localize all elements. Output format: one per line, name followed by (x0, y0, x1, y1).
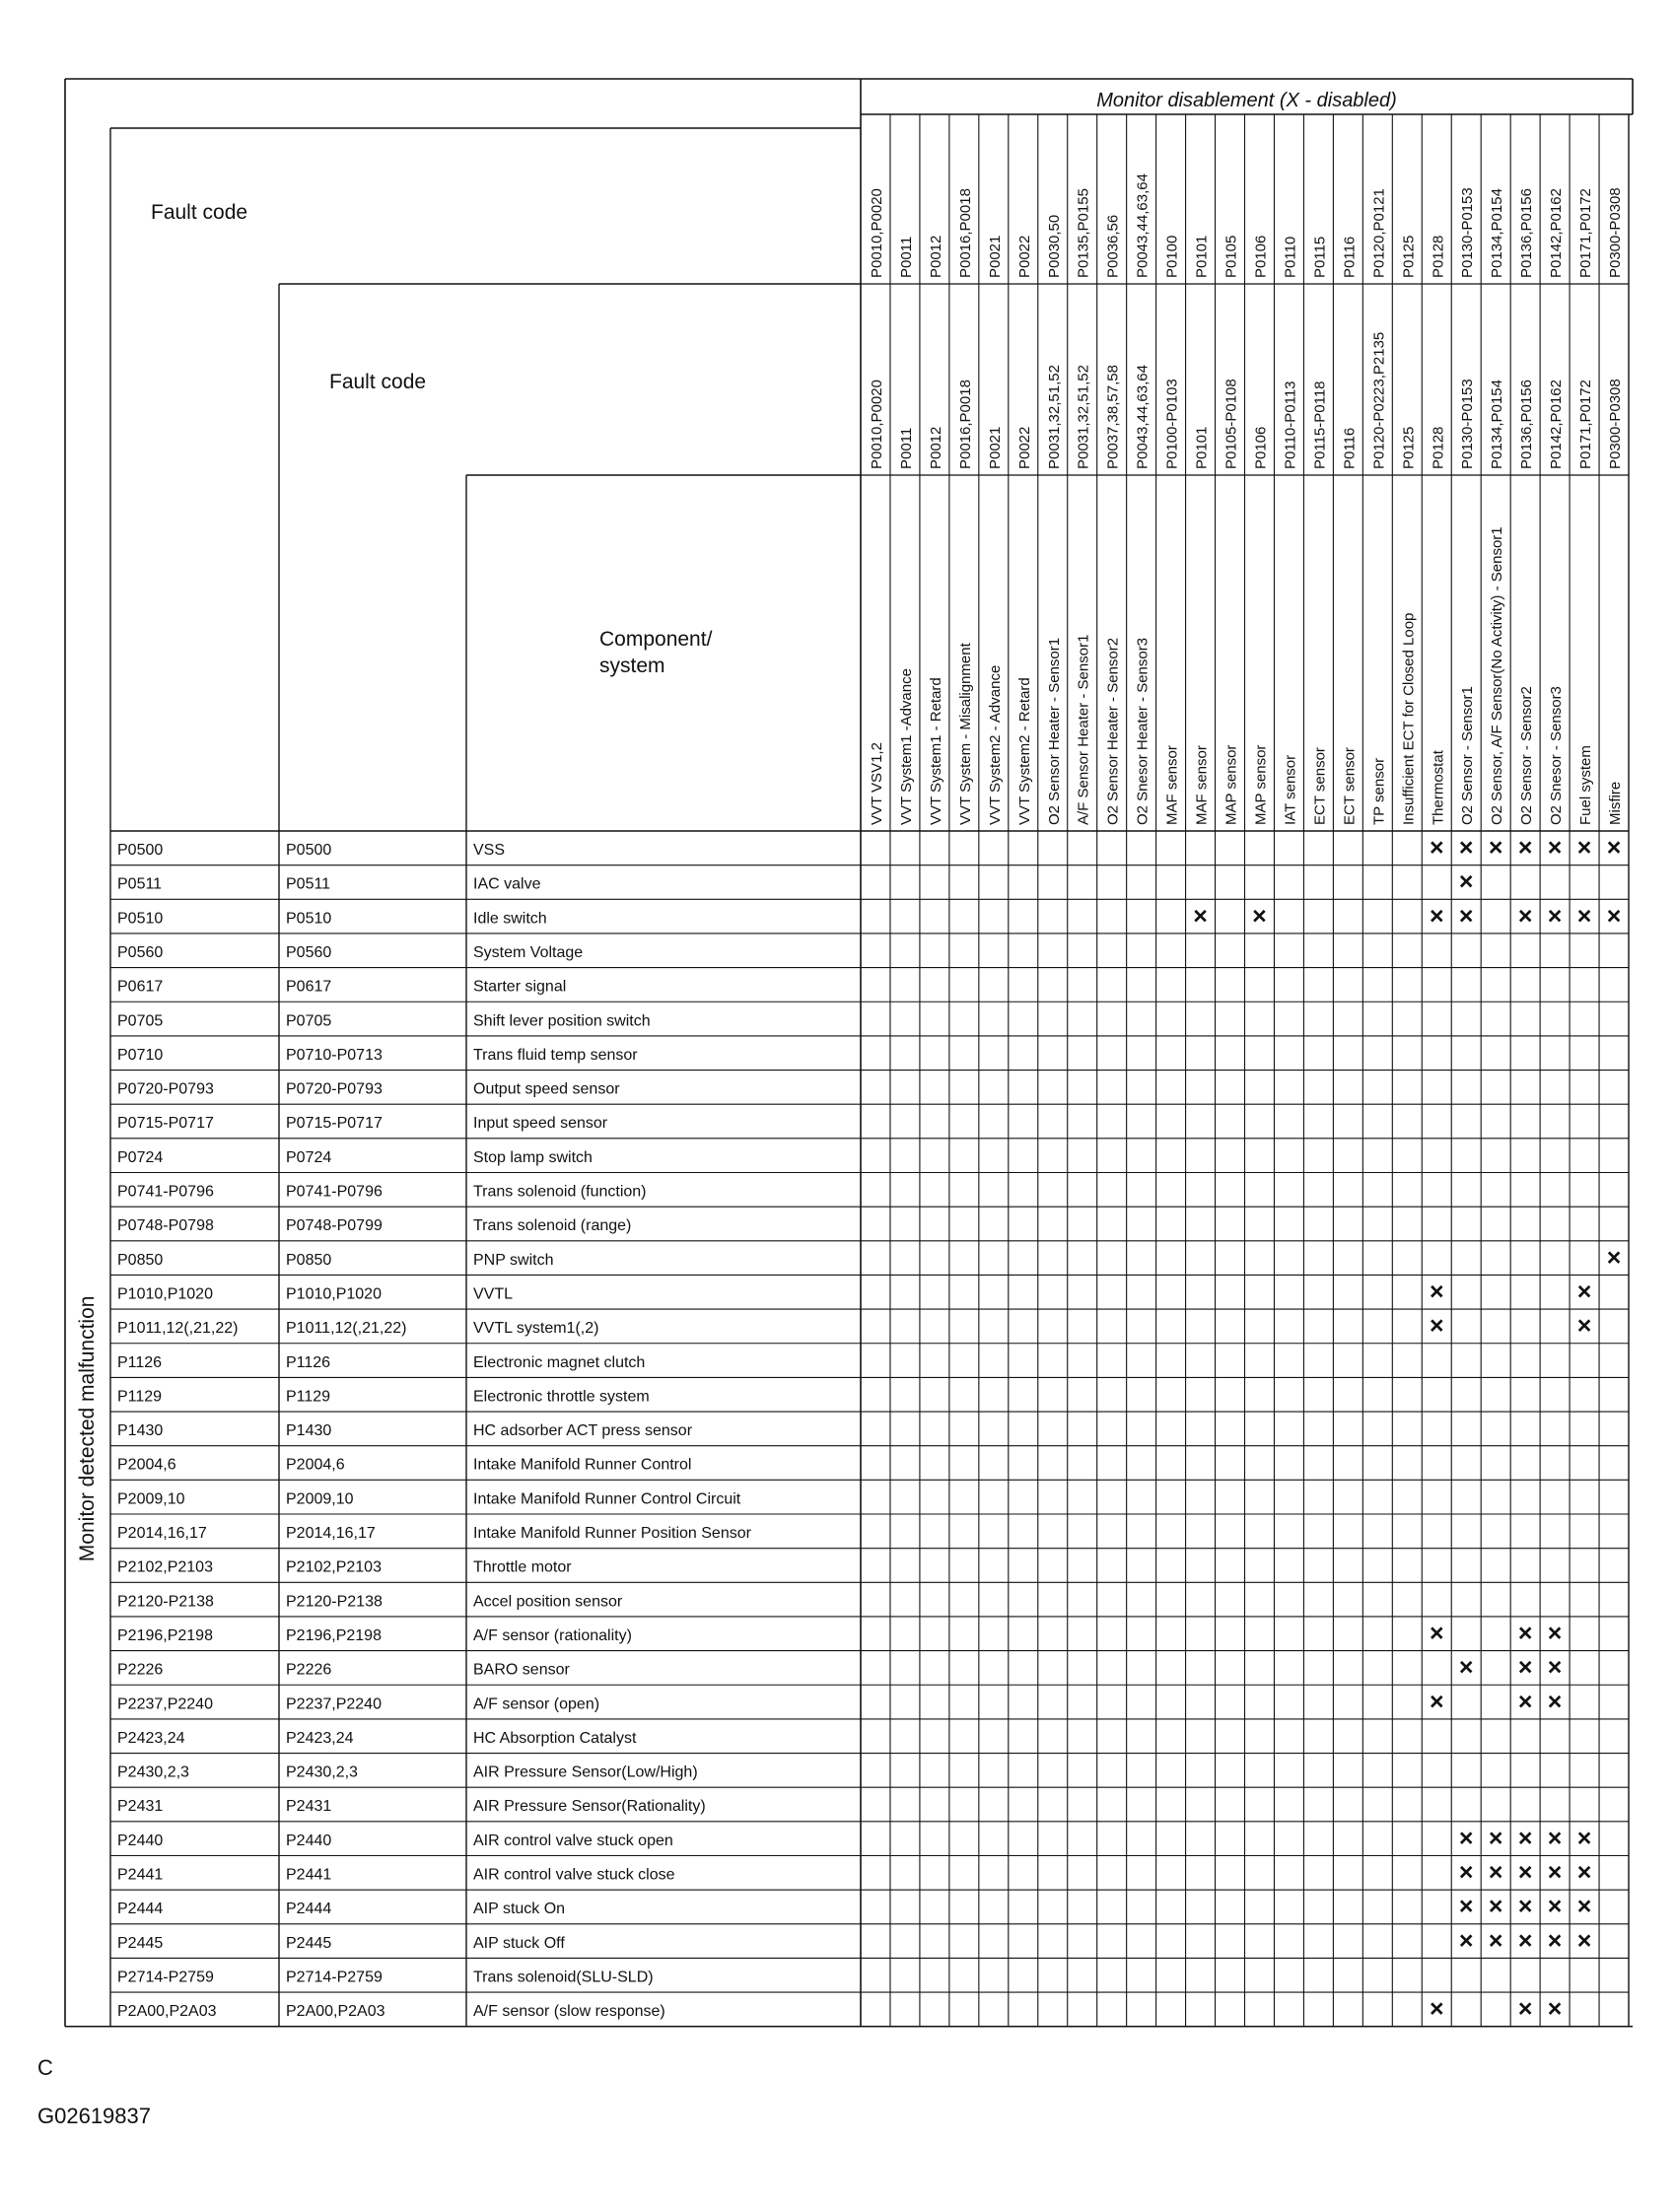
row-component: A/F sensor (slow response) (473, 2003, 665, 2021)
column-code-1: P0116 (1341, 236, 1359, 278)
row-component: VVTL system1(,2) (473, 1320, 599, 1338)
disabled-mark: × (1429, 902, 1444, 931)
disabled-mark: × (1517, 1688, 1533, 1716)
column-code-1: P0022 (1015, 235, 1033, 278)
disabled-mark: × (1458, 867, 1474, 896)
row-code-2: P2714-P2759 (286, 1969, 383, 1986)
row-code-1: P0617 (117, 978, 164, 996)
column-component: Thermostat (1430, 750, 1447, 825)
row-code-1: P2431 (117, 1798, 164, 1816)
row-component: Intake Manifold Runner Control Circuit (473, 1490, 741, 1508)
disabled-mark: × (1576, 1926, 1592, 1955)
row-component: Trans solenoid (range) (473, 1217, 632, 1235)
row-component: Electronic throttle system (473, 1388, 650, 1406)
row-code-2: P0850 (286, 1251, 332, 1269)
row-code-1: P0560 (117, 943, 164, 961)
row-component: VVTL (473, 1285, 514, 1303)
column-component: O2 Sensor, A/F Sensor(No Activity) - Sensor1 (1489, 526, 1506, 825)
column-code-2: P0115-P0118 (1311, 380, 1329, 469)
row-component: Output speed sensor (473, 1080, 620, 1098)
fault-code-label-2: Fault code (329, 371, 427, 393)
column-code-2: P0171,P0172 (1577, 380, 1595, 469)
disabled-mark: × (1547, 834, 1563, 862)
row-code-1: P2009,10 (117, 1490, 185, 1508)
column-code-1: P0101 (1193, 235, 1211, 278)
disabled-mark: × (1458, 1893, 1474, 1921)
column-code-2: P0010,P0020 (868, 380, 885, 469)
row-component: Trans fluid temp sensor (473, 1046, 638, 1064)
row-component: A/F sensor (rationality) (473, 1626, 632, 1644)
disabled-mark: × (1488, 834, 1503, 862)
row-code-2: P2444 (286, 1901, 332, 1918)
row-code-2: P2014,16,17 (286, 1525, 376, 1542)
column-code-1: P0030,50 (1045, 214, 1063, 278)
row-component: AIR control valve stuck close (473, 1866, 675, 1884)
column-code-1: P0100 (1163, 235, 1181, 278)
disabled-mark: × (1547, 1858, 1563, 1887)
row-code-2: P0748-P0799 (286, 1217, 383, 1235)
row-code-1: P2440 (117, 1832, 164, 1849)
column-code-1: P0128 (1430, 235, 1447, 278)
column-code-2: P0021 (986, 426, 1004, 469)
disabled-mark: × (1517, 834, 1533, 862)
column-code-2: P0110-P0113 (1282, 380, 1299, 469)
row-component: System Voltage (473, 943, 584, 961)
column-code-2: P0120-P0223,P2135 (1370, 331, 1388, 469)
row-code-1: P1011,12(,21,22) (117, 1320, 239, 1338)
row-code-2: P0500 (286, 842, 332, 859)
column-code-2: P0106 (1252, 426, 1270, 469)
disabled-mark: × (1193, 902, 1208, 931)
row-code-2: P0720-P0793 (286, 1080, 383, 1098)
column-component: A/F Sensor Heater - Sensor1 (1075, 634, 1092, 825)
column-component: Insufficient ECT for Closed Loop (1400, 612, 1418, 825)
disabled-mark: × (1517, 1824, 1533, 1852)
disabled-mark: × (1547, 1893, 1563, 1921)
row-code-1: P2004,6 (117, 1456, 176, 1474)
row-code-1: P0748-P0798 (117, 1217, 214, 1235)
column-code-2: P0031,32,51,52 (1075, 365, 1092, 469)
row-code-1: P2714-P2759 (117, 1969, 214, 1986)
row-code-1: P2A00,P2A03 (117, 2003, 217, 2021)
row-code-1: P0724 (117, 1148, 164, 1166)
column-code-2: P0016,P0018 (956, 380, 974, 469)
row-code-2: P0715-P0717 (286, 1115, 383, 1133)
disabled-mark: × (1517, 1926, 1533, 1955)
row-code-2: P2445 (286, 1934, 332, 1952)
disabled-mark: × (1517, 1653, 1533, 1682)
column-component: O2 Sensor - Sensor1 (1459, 686, 1477, 825)
row-component: AIP stuck Off (473, 1934, 565, 1952)
disabled-mark: × (1458, 1858, 1474, 1887)
row-code-2: P2226 (286, 1661, 332, 1679)
column-component: ECT sensor (1341, 747, 1359, 825)
row-code-1: P1430 (117, 1422, 164, 1440)
column-code-1: P0171,P0172 (1577, 188, 1595, 278)
disabled-mark: × (1488, 1858, 1503, 1887)
row-code-1: P0715-P0717 (117, 1115, 214, 1133)
disabled-mark: × (1429, 1312, 1444, 1341)
disabled-mark: × (1576, 1824, 1592, 1852)
row-code-2: P1010,P1020 (286, 1285, 382, 1303)
column-code-1: P0115 (1311, 236, 1329, 278)
row-code-2: P1430 (286, 1422, 332, 1440)
disabled-mark: × (1606, 1243, 1622, 1272)
column-component: MAP sensor (1222, 744, 1240, 825)
column-code-1: P0134,P0154 (1489, 188, 1506, 278)
column-code-2: P0100-P0103 (1163, 379, 1181, 469)
column-code-1: P0016,P0018 (956, 188, 974, 278)
row-code-1: P0741-P0796 (117, 1183, 214, 1201)
disabled-mark: × (1252, 902, 1267, 931)
column-code-1: P0110 (1282, 236, 1299, 278)
row-code-1: P1129 (117, 1388, 163, 1406)
row-code-2: P0710-P0713 (286, 1046, 383, 1064)
disabled-mark: × (1517, 1893, 1533, 1921)
disabled-mark: × (1517, 902, 1533, 931)
disabled-mark: × (1458, 834, 1474, 862)
footer-letter: C (37, 2055, 53, 2080)
row-component: Intake Manifold Runner Position Sensor (473, 1525, 751, 1542)
row-code-1: P0500 (117, 842, 164, 859)
column-component: VVT System2 - Retard (1015, 677, 1033, 825)
row-component: Intake Manifold Runner Control (473, 1456, 692, 1474)
row-component: Electronic magnet clutch (473, 1353, 646, 1371)
row-code-2: P0511 (286, 875, 331, 893)
disabled-mark: × (1576, 834, 1592, 862)
column-code-2: P0011 (897, 427, 915, 469)
row-component: Trans solenoid(SLU-SLD) (473, 1969, 654, 1986)
disabled-mark: × (1429, 834, 1444, 862)
column-component: O2 Snesor Heater - Sensor3 (1134, 637, 1152, 825)
row-code-1: P0710 (117, 1046, 164, 1064)
column-component: O2 Sensor Heater - Sensor2 (1104, 637, 1122, 825)
row-code-2: P0510 (286, 910, 332, 928)
column-code-1: P0010,P0020 (868, 188, 885, 278)
column-code-2: P0134,P0154 (1489, 380, 1506, 469)
column-component: O2 Snesor - Sensor3 (1548, 686, 1566, 825)
row-code-2: P2120-P2138 (286, 1593, 383, 1611)
fault-code-label-1: Fault code (151, 201, 248, 224)
column-code-1: P0105 (1222, 235, 1240, 278)
row-component: Input speed sensor (473, 1115, 608, 1133)
disabled-mark: × (1547, 1619, 1563, 1647)
column-code-1: P0135,P0155 (1075, 188, 1092, 278)
row-code-1: P2441 (117, 1866, 164, 1884)
disabled-mark: × (1488, 1893, 1503, 1921)
disabled-mark: × (1458, 1824, 1474, 1852)
column-component: VVT VSV1,2 (868, 742, 885, 825)
row-code-2: P2423,24 (286, 1729, 354, 1747)
row-code-2: P0724 (286, 1148, 332, 1166)
row-code-2: P2441 (286, 1866, 332, 1884)
row-code-1: P2196,P2198 (117, 1626, 213, 1644)
column-code-2: P0130-P0153 (1459, 379, 1477, 469)
disabled-mark: × (1458, 1653, 1474, 1682)
column-code-2: P0116 (1341, 427, 1359, 469)
column-code-2: P0101 (1193, 426, 1211, 469)
column-component: Misfire (1607, 781, 1625, 825)
column-component: IAT sensor (1282, 754, 1299, 825)
column-component: O2 Sensor Heater - Sensor1 (1045, 637, 1063, 825)
disabled-mark: × (1517, 1995, 1533, 2024)
row-code-1: P0510 (117, 910, 164, 928)
disabled-mark: × (1547, 1824, 1563, 1852)
row-code-1: P2237,P2240 (117, 1695, 213, 1713)
column-code-1: P0130-P0153 (1459, 187, 1477, 278)
column-code-1: P0125 (1400, 235, 1418, 278)
row-code-2: P0705 (286, 1012, 332, 1030)
row-code-1: P1010,P1020 (117, 1285, 213, 1303)
column-code-2: P0125 (1400, 426, 1418, 469)
disabled-mark: × (1517, 1858, 1533, 1887)
column-component: VVT System2 - Advance (986, 664, 1004, 825)
row-code-1: P2444 (117, 1901, 164, 1918)
disabled-mark: × (1429, 1995, 1444, 2024)
component-label: system (599, 655, 665, 677)
column-component: MAF sensor (1163, 745, 1181, 825)
row-component: A/F sensor (open) (473, 1695, 600, 1713)
row-code-2: P0741-P0796 (286, 1183, 383, 1201)
row-component: Trans solenoid (function) (473, 1183, 647, 1201)
column-component: MAP sensor (1252, 744, 1270, 825)
column-component: TP sensor (1370, 757, 1388, 825)
row-code-1: P2120-P2138 (117, 1593, 214, 1611)
disabled-mark: × (1547, 1926, 1563, 1955)
row-component: Accel position sensor (473, 1593, 623, 1611)
disabled-mark: × (1547, 1653, 1563, 1682)
row-code-1: P0720-P0793 (117, 1080, 214, 1098)
column-code-1: P0011 (897, 236, 915, 278)
row-code-1: P1126 (117, 1353, 163, 1371)
column-component: O2 Sensor - Sensor2 (1518, 686, 1536, 825)
row-component: BARO sensor (473, 1661, 570, 1679)
column-code-2: P0300-P0308 (1607, 379, 1625, 469)
column-component: ECT sensor (1311, 747, 1329, 825)
disabled-mark: × (1606, 834, 1622, 862)
component-label: Component/ (599, 628, 713, 651)
row-component: AIR Pressure Sensor(Rationality) (473, 1798, 706, 1816)
column-code-2: P0136,P0156 (1518, 380, 1536, 469)
row-component: IAC valve (473, 875, 541, 893)
column-code-1: P0136,P0156 (1518, 188, 1536, 278)
column-code-2: P0012 (927, 426, 944, 469)
footer-id: G02619837 (37, 2104, 151, 2128)
row-component: Stop lamp switch (473, 1148, 593, 1166)
column-code-1: P0021 (986, 235, 1004, 278)
row-component: Starter signal (473, 978, 567, 996)
row-component: AIR Pressure Sensor(Low/High) (473, 1763, 698, 1781)
disabled-mark: × (1458, 902, 1474, 931)
row-component: VSS (473, 842, 506, 859)
column-component: VVT System1 - Retard (927, 677, 944, 825)
row-code-2: P2196,P2198 (286, 1626, 382, 1644)
row-component: AIP stuck On (473, 1901, 566, 1918)
column-code-1: P0012 (927, 235, 944, 278)
disabled-mark: × (1458, 1926, 1474, 1955)
row-code-2: P0617 (286, 978, 332, 996)
disabled-mark: × (1576, 902, 1592, 931)
column-code-2: P0142,P0162 (1548, 380, 1566, 469)
side-label: Monitor detected malfunction (76, 1295, 99, 1562)
disabled-mark: × (1576, 1278, 1592, 1306)
row-code-2: P1129 (286, 1388, 331, 1406)
row-component: Throttle motor (473, 1558, 572, 1576)
disabled-mark: × (1576, 1312, 1592, 1341)
column-code-2: P0043,44,63,64 (1134, 365, 1152, 469)
column-code-1: P0120,P0121 (1370, 188, 1388, 278)
disabled-mark: × (1547, 902, 1563, 931)
row-code-2: P2237,P2240 (286, 1695, 382, 1713)
column-code-2: P0031,32,51,52 (1045, 365, 1063, 469)
disabled-mark: × (1488, 1926, 1503, 1955)
column-code-1: P0043,44,63,64 (1134, 173, 1152, 278)
row-code-2: P2440 (286, 1832, 332, 1849)
disabled-mark: × (1429, 1688, 1444, 1716)
row-component: Shift lever position switch (473, 1012, 651, 1030)
column-code-2: P0105-P0108 (1222, 379, 1240, 469)
row-component: PNP switch (473, 1251, 554, 1269)
row-code-1: P0705 (117, 1012, 164, 1030)
row-code-2: P2431 (286, 1798, 332, 1816)
row-component: HC adsorber ACT press sensor (473, 1422, 693, 1440)
column-code-1: P0300-P0308 (1607, 187, 1625, 278)
row-code-1: P2423,24 (117, 1729, 185, 1747)
row-code-2: P2A00,P2A03 (286, 2003, 385, 2021)
disabled-mark: × (1429, 1278, 1444, 1306)
row-code-2: P2430,2,3 (286, 1763, 358, 1781)
row-code-1: P2445 (117, 1934, 164, 1952)
row-code-1: P2102,P2103 (117, 1558, 213, 1576)
column-code-2: P0037,38,57,58 (1104, 365, 1122, 469)
row-code-2: P2102,P2103 (286, 1558, 382, 1576)
column-code-2: P0022 (1015, 426, 1033, 469)
column-code-2: P0128 (1430, 426, 1447, 469)
row-code-1: P2014,16,17 (117, 1525, 207, 1542)
row-component: AIR control valve stuck open (473, 1832, 673, 1849)
row-code-2: P1011,12(,21,22) (286, 1320, 407, 1338)
disabled-mark: × (1576, 1858, 1592, 1887)
column-code-1: P0106 (1252, 235, 1270, 278)
row-code-2: P1126 (286, 1353, 331, 1371)
monitor-header: Monitor disablement (X - disabled) (1096, 90, 1397, 111)
row-code-1: P2430,2,3 (117, 1763, 189, 1781)
row-component: Idle switch (473, 910, 547, 928)
row-code-2: P0560 (286, 943, 332, 961)
row-code-2: P2004,6 (286, 1456, 345, 1474)
disabled-mark: × (1606, 902, 1622, 931)
row-code-1: P0511 (117, 875, 163, 893)
disabled-mark: × (1547, 1995, 1563, 2024)
column-code-1: P0142,P0162 (1548, 188, 1566, 278)
column-component: Fuel system (1577, 745, 1595, 825)
disabled-mark: × (1576, 1893, 1592, 1921)
disabled-mark: × (1429, 1619, 1444, 1647)
disabled-mark: × (1488, 1824, 1503, 1852)
row-component: HC Absorption Catalyst (473, 1729, 637, 1747)
column-component: VVT System - Misalignment (956, 643, 974, 825)
disabled-mark: × (1547, 1688, 1563, 1716)
column-code-1: P0036,56 (1104, 214, 1122, 278)
row-code-1: P2226 (117, 1661, 164, 1679)
row-code-1: P0850 (117, 1251, 164, 1269)
disabled-mark: × (1517, 1619, 1533, 1647)
column-component: MAF sensor (1193, 745, 1211, 825)
row-code-2: P2009,10 (286, 1490, 354, 1508)
column-component: VVT System1 -Advance (897, 668, 915, 825)
